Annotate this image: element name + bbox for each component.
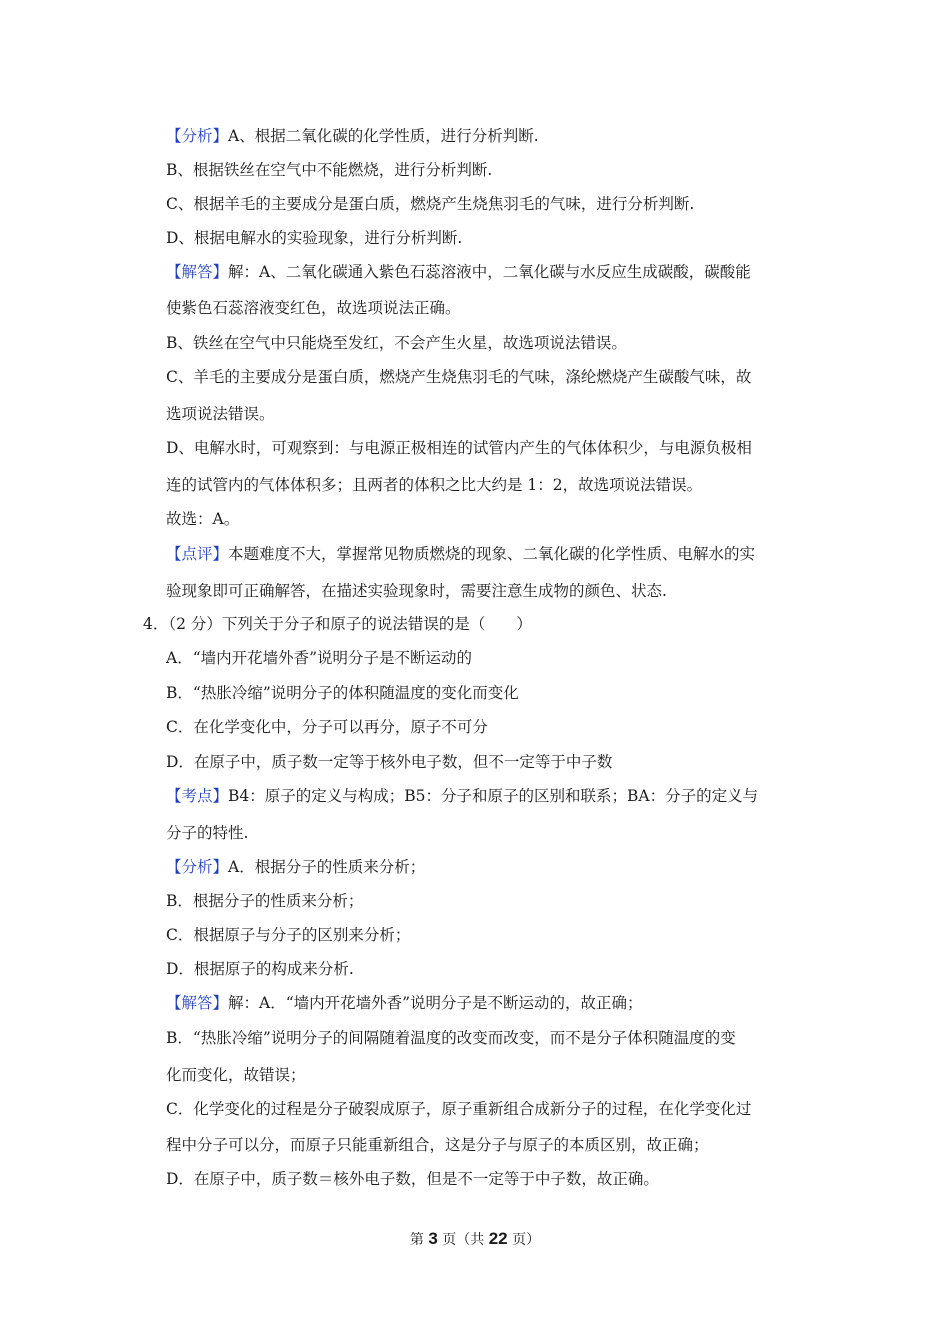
- q4-analysis-d: D．根据原子的构成来分析.: [166, 960, 354, 978]
- q4-option-d: D．在原子中，质子数一定等于核外电子数，但不一定等于中子数: [166, 753, 613, 771]
- q3-answer-line-6: D、电解水时，可观察到：与电源正极相连的试管内产生的气体体积少，与电源负极相: [166, 439, 752, 457]
- q3-analysis-b: B、根据铁丝在空气中不能燃烧，进行分析判断.: [166, 161, 493, 179]
- q3-answer-line-2: 使紫色石蕊溶液变红色，故选项说法正确。: [166, 299, 461, 317]
- q4-analysis-b: B．根据分子的性质来分析；: [166, 892, 364, 910]
- comment-tag: 【点评】: [166, 545, 229, 563]
- answer-tag: 【解答】: [166, 994, 229, 1012]
- q4-answer-line-6: D．在原子中，质子数＝核外电子数，但是不一定等于中子数，故正确。: [166, 1170, 659, 1188]
- q3-analysis-c: C、根据羊毛的主要成分是蛋白质，燃烧产生烧焦羽毛的气味，进行分析判断.: [166, 195, 695, 213]
- q4-option-c: C．在化学变化中，分子可以再分，原子不可分: [166, 718, 488, 736]
- q3-answer-line-5: 选项说法错误。: [166, 405, 275, 423]
- q3-answer-line-7: 连的试管内的气体体积多；且两者的体积之比大约是 1：2，故选项说法错误。: [166, 476, 703, 494]
- q3-answer-line-4: C、羊毛的主要成分是蛋白质，燃烧产生烧焦羽毛的气味，涤纶燃烧产生碳酸气味，故: [166, 368, 752, 386]
- q4-option-b: B．“热胀冷缩”说明分子的体积随温度的变化而变化: [166, 684, 519, 702]
- topic-tag: 【考点】: [166, 787, 229, 805]
- total-pages: 22: [488, 1229, 508, 1248]
- q3-answer-line-1: 【解答】解：A、二氧化碳通入紫色石蕊溶液中，二氧化碳与水反应生成碳酸，碳酸能: [166, 263, 751, 281]
- q3-comment-line-2: 验现象即可正确解答，在描述实验现象时，需要注意生成物的颜色、状态.: [166, 582, 667, 600]
- q3-analysis-a: 【分析】A、根据二氧化碳的化学性质，进行分析判断.: [166, 127, 539, 145]
- answer-tag: 【解答】: [166, 263, 229, 281]
- q4-answer-line-4: C．化学变化的过程是分子破裂成原子，原子重新组合成新分子的过程，在化学变化过: [166, 1100, 752, 1118]
- q4-analysis-a: 【分析】A．根据分子的性质来分析；: [166, 858, 426, 876]
- analysis-tag: 【分析】: [166, 127, 229, 145]
- q3-analysis-d: D、根据电解水的实验现象，进行分析判断.: [166, 229, 463, 247]
- page-number: 3: [428, 1229, 438, 1248]
- q4-analysis-c: C．根据原子与分子的区别来分析；: [166, 926, 411, 944]
- q4-topic-line-1: 【考点】B4：原子的定义与构成；B5：分子和原子的区别和联系；BA：分子的定义与: [166, 787, 759, 805]
- q4-answer-line-1: 【解答】解：A．“墙内开花墙外香”说明分子是不断运动的，故正确；: [166, 994, 643, 1012]
- q3-answer-line-3: B、铁丝在空气中只能烧至发红，不会产生火星，故选项说法错误。: [166, 334, 627, 352]
- analysis-tag: 【分析】: [166, 858, 229, 876]
- q4-answer-line-5: 程中分子可以分，而原子只能重新组合，这是分子与原子的本质区别，故正确；: [166, 1136, 709, 1154]
- q3-choice: 故选：A。: [166, 510, 240, 528]
- q3-comment-line-1: 【点评】本题难度不大，掌握常见物质燃烧的现象、二氧化碳的化学性质、电解水的实: [166, 545, 756, 563]
- q4-answer-line-2: B．“热胀冷缩”说明分子的间隔随着温度的改变而改变，而不是分子体积随温度的变: [166, 1029, 736, 1047]
- q4-option-a: A．“墙内开花墙外香”说明分子是不断运动的: [166, 649, 473, 667]
- q4-stem: 4．（2 分）下列关于分子和原子的说法错误的是（ ）: [143, 615, 532, 633]
- q4-topic-line-2: 分子的特性.: [166, 824, 249, 842]
- q4-answer-line-3: 化而变化，故错误；: [166, 1066, 306, 1084]
- page-footer: 第 3 页（共 22 页）: [409, 1229, 541, 1248]
